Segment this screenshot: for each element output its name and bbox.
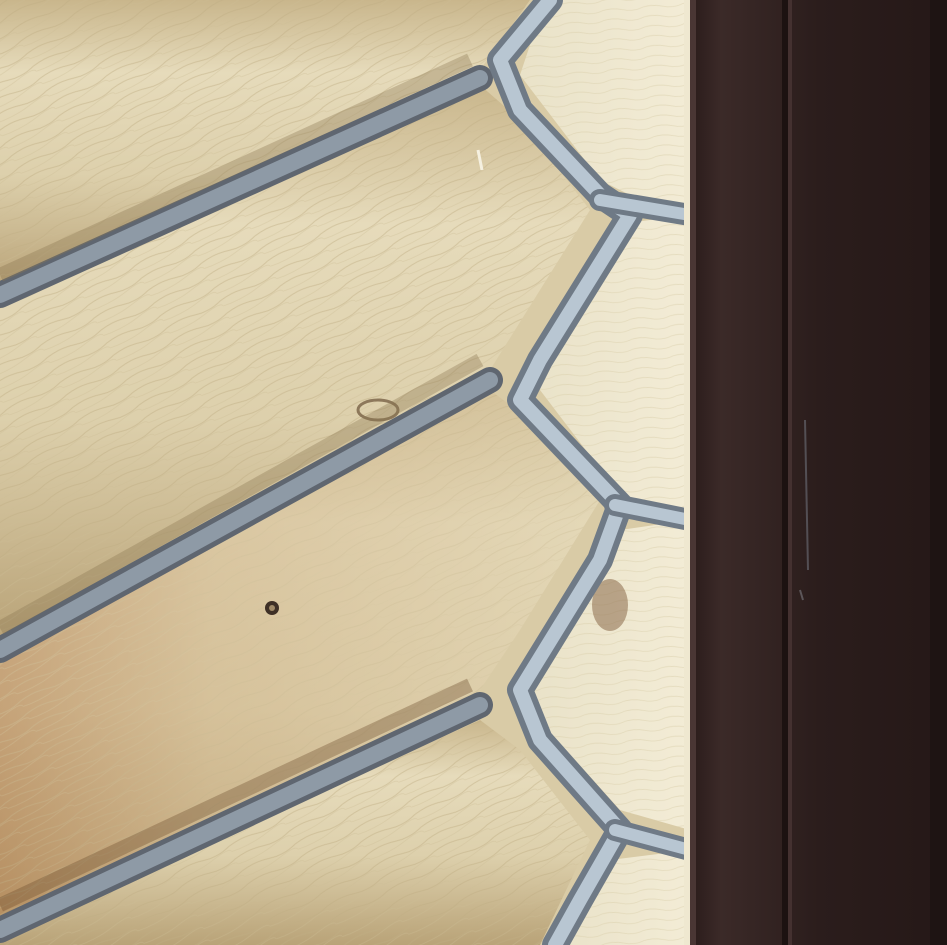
door-frame (690, 0, 947, 945)
